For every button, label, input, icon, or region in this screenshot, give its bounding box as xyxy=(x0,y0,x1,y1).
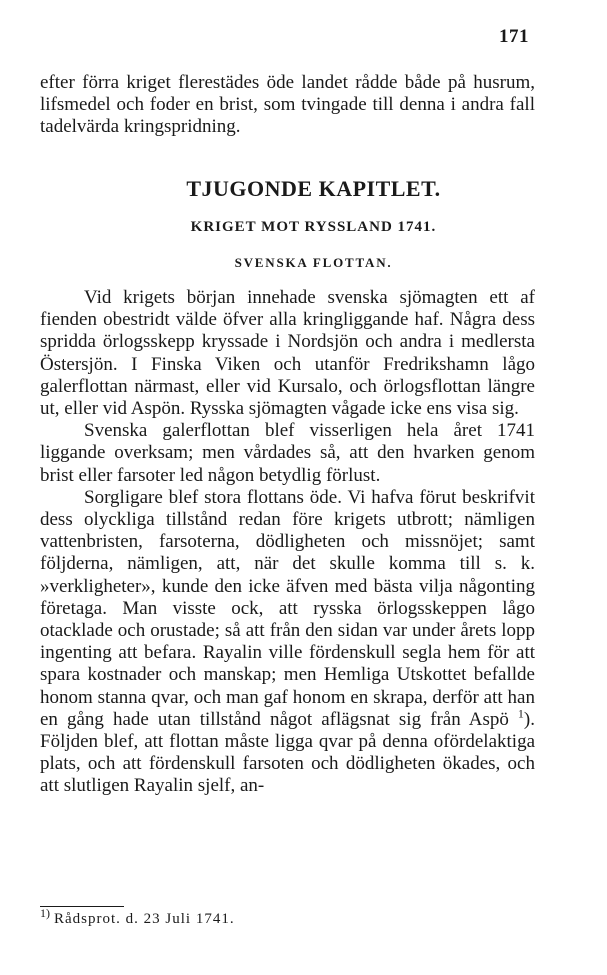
footnote-mark: 1) xyxy=(40,906,50,920)
paragraph-3 xyxy=(40,487,535,798)
page-number: 171 xyxy=(499,26,529,47)
intro-paragraph: efter förra kriget flerestädes öde landet rådde både på husrum, lifsmedel och foder en brist, som tvingade till denna i andra fall tadelvärda kringspridning. xyxy=(40,72,535,138)
section-title: SVENSKA FLOTTAN. xyxy=(234,255,393,270)
paragraph-2: Svenska galerflottan blef visserligen hela året 1741 liggande overksam; men vårdades så, att den hvarken genom brist eller farsoter led någon betydlig förlust. xyxy=(40,420,535,486)
chapter-title: TJUGONDE KAPITLET. xyxy=(186,176,441,201)
body-text xyxy=(40,287,535,798)
paragraph-3-continued: ). Följden blef, att flottan måste ligga qvar på denna ofördelaktiga plats, och att fördenskull farsoten och dödligheten ökades, och att slutligen Rayalin sjelf, an- xyxy=(40,708,535,797)
footnote-text: Rådsprot. d. 23 Juli 1741. xyxy=(54,911,235,927)
paragraph-3-text: Sorgligare blef stora flottans öde. Vi hafva förut beskrifvit dess olyckliga tillstånd redan före krigets utbrott; nämligen vattenbristen, farsoterna, dödligheten och missnöjet; samt följderna, nämligen, att, när det skulle komma till s. k. »verkligheter», kunde den icke äfven med bästa vilja någonting företaga. Man visste ock, att rysska örlogsskeppen lågo otacklade och orustade; så att från den sidan var under årets lopp ingenting att befara. Rayalin ville fördenskull segla hem för att spara kostnader och manskap; men Hemliga Utskottet befallde honom stanna qvar, och man gaf honom en skrapa, derför att han en gång hade utan tillstånd något aflägsnat sig från Aspö xyxy=(40,486,535,730)
chapter-subtitle: KRIGET MOT RYSSLAND 1741. xyxy=(190,219,437,235)
footnote-reference: 1 xyxy=(517,706,524,721)
footnote xyxy=(40,902,535,930)
intro-text xyxy=(40,72,535,139)
paragraph-1: Vid krigets början innehade svenska sjömagten ett af fienden obestridt välde öfver alla kringliggande haf. Några dess spridda örlogsskepp kryssade i Nordsjön och andra i medlersta Östersjön. I Finska Viken och utanför Fredrikshamn lågo galerflottan närmast, eller vid Kursalo, och örlogsflottan längre ut, eller vid Aspön. Rysska sjömagten vågade icke ens visa sig. xyxy=(40,287,535,420)
